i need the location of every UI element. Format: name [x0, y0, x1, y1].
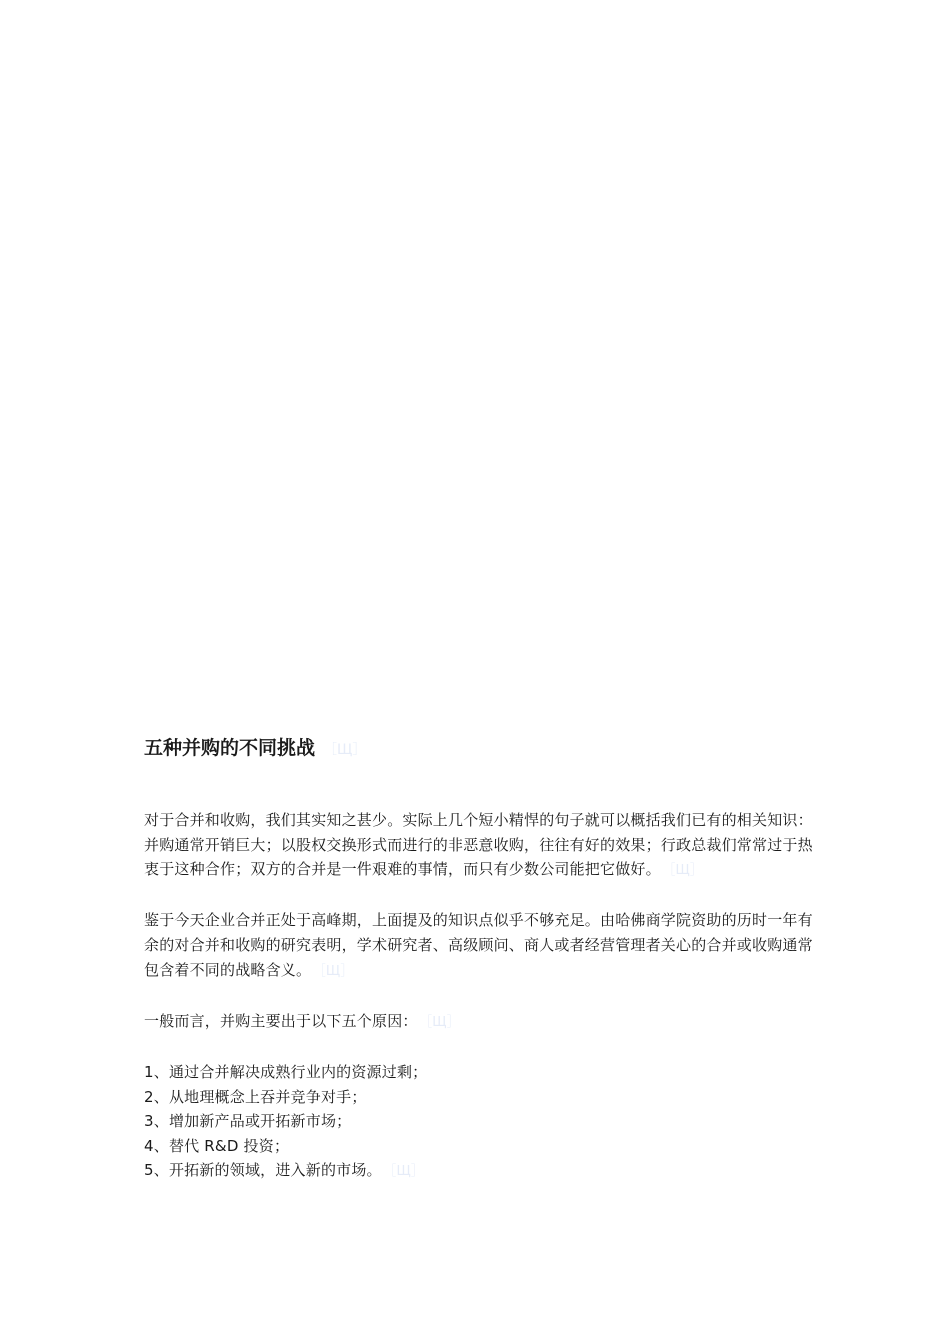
list-item	[144, 1060, 814, 1085]
document-title	[144, 734, 814, 764]
paragraph-research	[144, 908, 814, 984]
watermark-mark: ［Щ］	[425, 1014, 460, 1030]
document-page	[144, 734, 814, 1185]
paragraph-text: 鉴于今天企业合并正处于高峰期，上面提及的知识点似乎不够充足。由哈佛商学院资助的历时一年有余的对合并和收购的研究表明，学术研究者、高级顾问、商人或者经营管理者关心的合并或收购通常包含着不同的战略含义。	[144, 911, 813, 979]
list-item	[144, 1085, 814, 1110]
list-item-text: 3、增加新产品或开拓新市场；	[144, 1112, 352, 1131]
paragraph-text: 对于合并和收购，我们其实知之甚少。实际上几个短小精悍的句子就可以概括我们已有的相关知识：并购通常开销巨大；以股权交换形式而进行的非恶意收购，往往有好的效果；行政总裁们常常过于热衷于这种合作；双方的合并是一件艰难的事情，而只有少数公司能把它做好。	[144, 811, 813, 879]
paragraph-intro	[144, 808, 814, 884]
watermark-mark: ［Щ］	[323, 742, 367, 758]
reasons-list	[144, 1060, 814, 1185]
list-item-text: 2、从地理概念上吞并竞争对手；	[144, 1087, 367, 1106]
list-item	[144, 1158, 814, 1185]
list-item	[144, 1109, 814, 1134]
watermark-mark: ［Щ］	[389, 1164, 425, 1180]
watermark-mark: ［Щ］	[319, 963, 354, 979]
paragraph-text: 一般而言，并购主要出于以下五个原因：	[144, 1011, 418, 1030]
list-item-text: 1、通过合并解决成熟行业内的资源过剩；	[144, 1062, 428, 1081]
list-item	[144, 1134, 814, 1159]
list-item-text: 5、开拓新的领域，进入新的市场。	[144, 1161, 382, 1180]
title-text: 五种并购的不同挑战	[144, 737, 316, 759]
watermark-mark: ［Щ］	[668, 863, 704, 879]
paragraph-reasons-lead	[144, 1009, 814, 1036]
list-item-text: 4、替代 R&D 投资；	[144, 1136, 290, 1155]
